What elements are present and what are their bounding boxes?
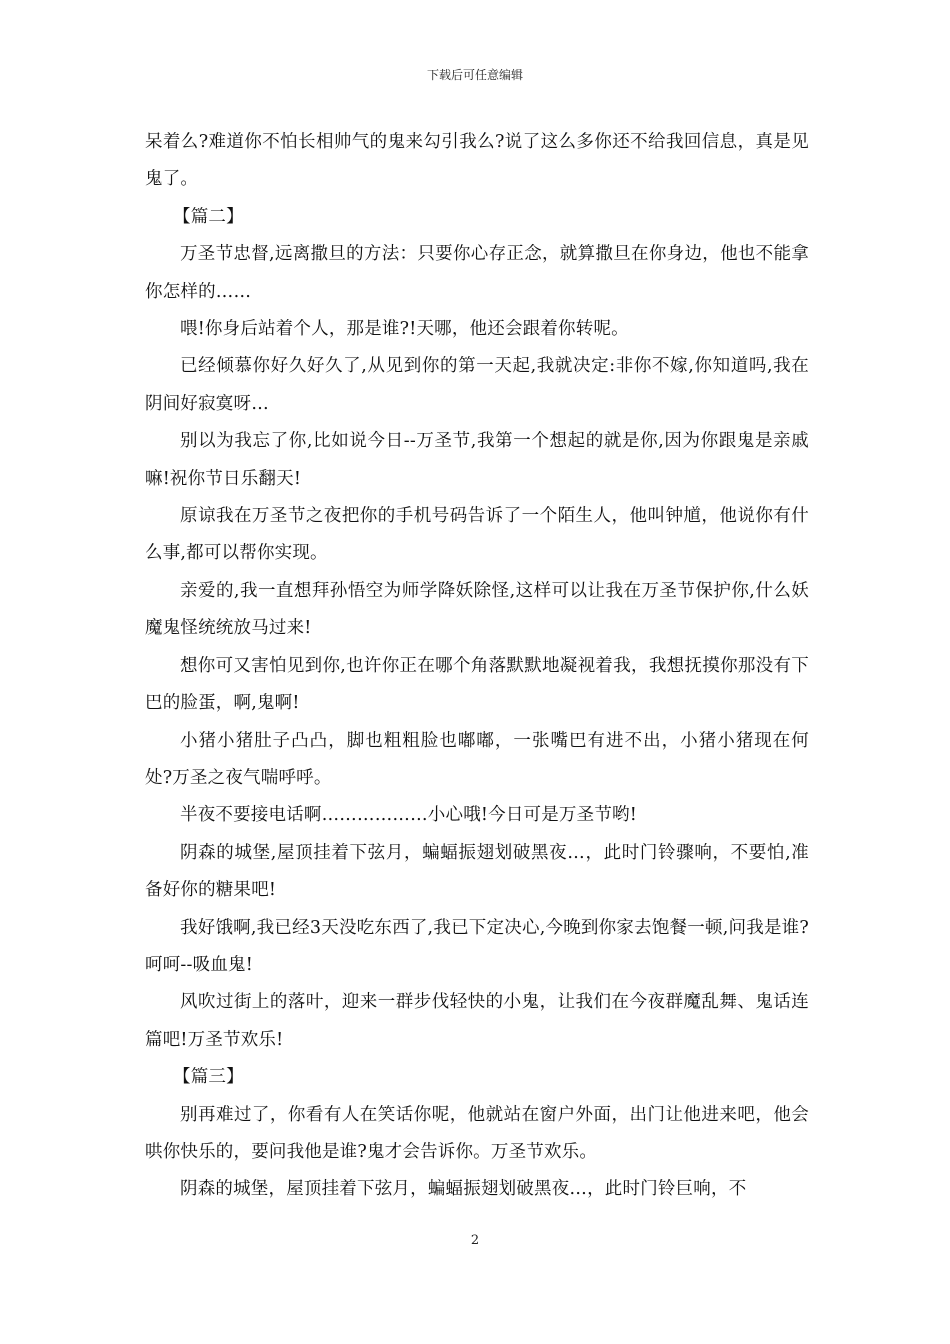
paragraph: 呆着么?难道你不怕长相帅气的鬼来勾引我么?说了这么多你还不给我回信息，真是见鬼了。: [145, 132, 809, 190]
paragraph: 风吹过街上的落叶，迎来一群步伐轻快的小鬼，让我们在今夜群魔乱舞、鬼话连篇吧!万圣节欢乐!: [145, 992, 809, 1050]
paragraph: 别以为我忘了你,比如说今日--万圣节,我第一个想起的就是你,因为你跟鬼是亲戚嘛!祝你节日乐翻天!: [145, 431, 809, 489]
paragraph: 想你可又害怕见到你,也许你正在哪个角落默默地凝视着我，我想抚摸你那没有下巴的脸蛋，啊,鬼啊!: [145, 655, 809, 714]
paragraph: 喂!你身后站着个人，那是谁?!天哪，他还会跟着你转呢。: [180, 319, 629, 340]
paragraph: 已经倾慕你好久好久了,从见到你的第一天起,我就决定:非你不嫁,你知道吗,我在阴间好寂寞呀…: [145, 356, 809, 414]
paragraph: 阴森的城堡，屋顶挂着下弦月，蝙蝠振翅划破黑夜…，此时门铃巨响，不: [180, 1179, 747, 1200]
section-heading: 【篇二】: [173, 206, 244, 227]
page-header: 下载后可任意编辑: [426, 68, 523, 82]
document-body: [145, 124, 809, 1209]
paragraph: 半夜不要接电话啊………………小心哦!今日可是万圣节哟!: [180, 805, 637, 826]
paragraph: 原谅我在万圣节之夜把你的手机号码告诉了一个陌生人，他叫钟馗，他说你有什么事,都可以帮你实现。: [145, 506, 809, 564]
paragraph: 小猪小猪肚子凸凸，脚也粗粗脸也嘟嘟，一张嘴巴有进不出，小猪小猪现在何处?万圣之夜气喘呼呼。: [145, 730, 809, 788]
paragraph: 我好饿啊,我已经3天没吃东西了,我已下定决心,今晚到你家去饱餐一顿,问我是谁?呵呵--吸血鬼!: [145, 917, 809, 975]
paragraph: 万圣节忠督,远离撒旦的方法：只要你心存正念，就算撒旦在你身边，他也不能拿你怎样的……: [145, 244, 809, 302]
paragraph: 阴森的城堡,屋顶挂着下弦月，蝙蝠振翅划破黑夜…，此时门铃骤响，不要怕,准备好你的糖果吧!: [145, 842, 809, 901]
paragraph: 亲爱的,我一直想拜孙悟空为师学降妖除怪,这样可以让我在万圣节保护你,什么妖魔鬼怪统统放马过来!: [145, 580, 809, 639]
page-number: 2: [470, 1233, 480, 1248]
paragraph: 别再难过了，你看有人在笑话你呢，他就站在窗户外面，出门让他进来吧，他会哄你快乐的，要问我他是谁?鬼才会告诉你。万圣节欢乐。: [145, 1104, 809, 1162]
section-heading: 【篇三】: [173, 1067, 244, 1088]
